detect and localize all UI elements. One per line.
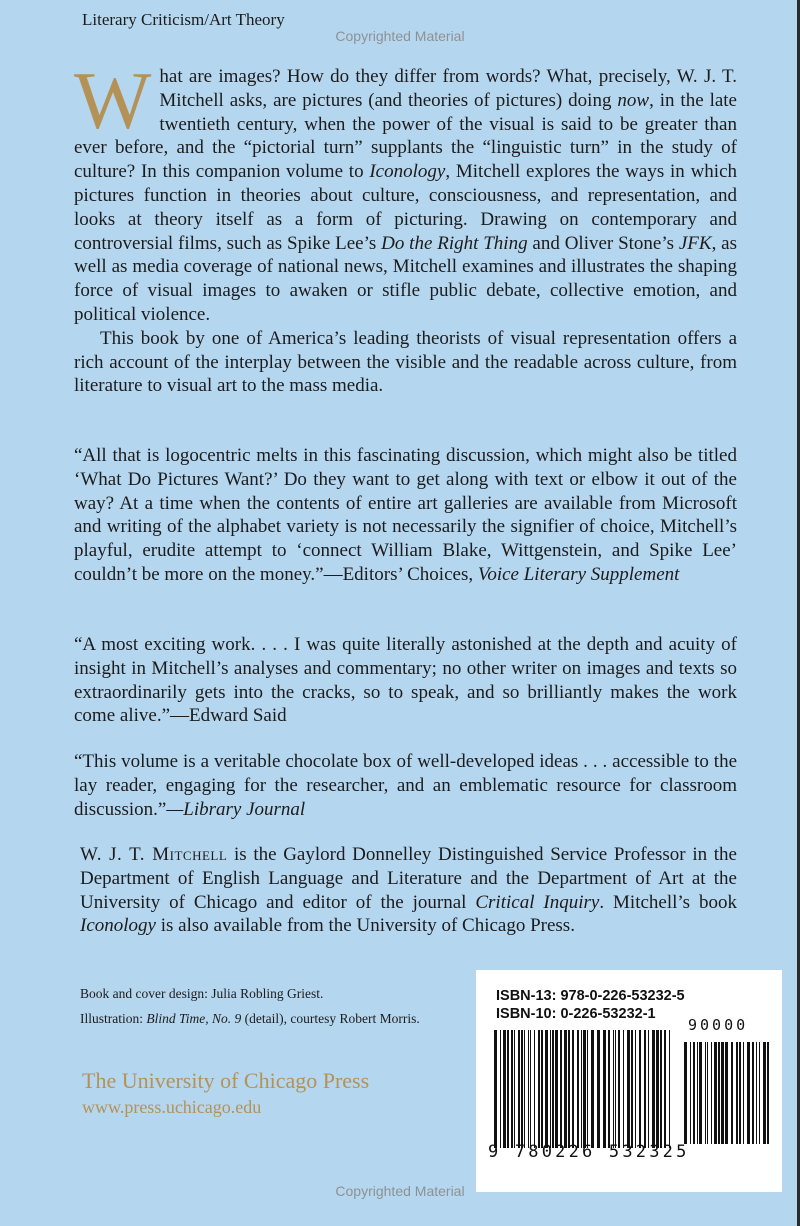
credit-text: (detail), courtesy Robert Morris.	[241, 1011, 420, 1026]
barcode-bar	[756, 1042, 757, 1144]
barcode-bar	[725, 1042, 728, 1144]
barcode-bar	[644, 1030, 646, 1148]
barcode-main	[494, 1030, 674, 1148]
barcode-bar	[752, 1042, 754, 1144]
quote-text: “A most exciting work. . . . I was quite literally astonished at the depth and acuity of insight in Mitchell’s analyses and commentary; no other writer on images and texts so extraordinarily gets into the cracks, so to speak, and so brilliantly makes the work come alive.”	[74, 634, 737, 727]
blurb-italic-film-2: JFK	[678, 232, 712, 254]
barcode-bar	[618, 1030, 620, 1148]
barcode-bar	[597, 1030, 600, 1148]
barcode-bar	[552, 1030, 554, 1148]
barcode-bar	[743, 1042, 744, 1144]
barcode-bar	[591, 1030, 594, 1148]
barcode-bar	[564, 1030, 567, 1148]
barcode-bar	[718, 1042, 720, 1144]
quote-attribution: —Edward Said	[170, 705, 287, 727]
barcode-bar	[736, 1042, 738, 1144]
blurb-italic-film-1: Do the Right Thing	[381, 232, 528, 254]
barcode-bar	[538, 1030, 540, 1148]
barcode-bar	[514, 1030, 515, 1148]
blurb-paragraph-2: This book by one of America’s leading theorists of visual representation offers a rich account of the interplay between the visible and the readable across culture, from literature to visual art to the mass media.	[74, 327, 737, 397]
barcode-bar	[693, 1042, 695, 1144]
illustration-credit	[80, 1011, 420, 1027]
barcode-bar	[587, 1030, 588, 1148]
blurb-text: and Oliver Stone’s	[527, 232, 679, 254]
isbn-13: ISBN-13: 978-0-226-53232-5	[496, 988, 685, 1004]
barcode-bar	[603, 1030, 606, 1148]
barcode-bar	[494, 1030, 497, 1148]
publisher-url: www.press.uchicago.edu	[82, 1097, 262, 1117]
barcode-bar	[608, 1030, 610, 1148]
barcode-bar	[763, 1042, 766, 1144]
review-quote-3	[74, 750, 737, 821]
barcode-bar	[669, 1030, 670, 1148]
review-quote-1	[74, 444, 737, 587]
barcode-bar	[639, 1030, 641, 1148]
barcode-bar	[555, 1030, 558, 1148]
barcode-bar	[524, 1030, 525, 1148]
category-label: Literary Criticism/Art Theory	[82, 10, 285, 29]
barcode-bar	[583, 1030, 586, 1148]
barcode-bar	[550, 1030, 551, 1148]
barcode-bar	[627, 1030, 630, 1148]
barcode-bar	[699, 1042, 702, 1144]
barcode-bar	[623, 1030, 624, 1148]
barcode-bar	[521, 1030, 523, 1148]
barcode-bar	[577, 1030, 579, 1148]
blurb-italic-iconology: Iconology	[369, 161, 446, 183]
barcode-bar	[568, 1030, 570, 1148]
quote-attribution: —Editors’ Choices,	[323, 563, 478, 585]
author-bio	[80, 843, 737, 938]
barcode-bar	[714, 1042, 717, 1144]
bio-text: is also available from the University of Chicago Press.	[155, 915, 575, 937]
barcode-bar	[572, 1030, 574, 1148]
barcode-bar	[697, 1042, 698, 1144]
barcode-bar	[613, 1030, 614, 1148]
quote-text: “This volume is a veritable chocolate box of well-developed ideas . . . accessible to the lay reader, engaging for the researcher, and an emblematic resource for classroom discussion.”	[74, 751, 737, 820]
price-addon-number: 90000	[688, 1016, 749, 1034]
barcode-bar	[518, 1030, 520, 1148]
barcode-bar	[707, 1042, 708, 1144]
blurb-text: , as well as media coverage of national news, Mitchell examines and illustrates the shaping force of visual images to awaken or stifle public debate, collective emotion, and political violence.	[74, 232, 737, 325]
barcode-bar	[690, 1042, 691, 1144]
quote-text: “All that is logocentric melts in this fascinating discussion, which might also be titled ‘What Do Pictures Want?’ Do they want to get along with text or elbow it out of the way? At a time when the contents of entire art galleries are available from Microsoft and writing of the alphabet variety is not necessarily the signifier of choice, Mitchell’s playful, erudite attempt to ‘connect William Blake, Wittgenstein, and Spike Lee’ couldn’t be more on the money.”	[74, 445, 737, 585]
barcode-panel	[476, 970, 782, 1192]
quote-source: Voice Literary Supplement	[477, 563, 680, 585]
barcode-bar	[560, 1030, 562, 1148]
author-name: W. J. T. Mitchell	[80, 844, 228, 865]
design-credit: Book and cover design: Julia Robling Griest.	[80, 986, 324, 1001]
blurb-italic-now: now	[617, 89, 650, 111]
barcode-bar	[541, 1030, 543, 1148]
bio-text: . Mitchell’s book	[599, 891, 737, 913]
publisher-name: The University of Chicago Press	[82, 1068, 370, 1093]
drop-cap: W	[74, 55, 152, 146]
quote-source: —Library Journal	[166, 798, 306, 820]
bio-journal: Critical Inquiry	[475, 891, 600, 913]
review-quote-2	[74, 633, 737, 728]
barcode-bar	[652, 1030, 655, 1148]
barcode-bar	[615, 1030, 616, 1148]
barcode-bar	[631, 1030, 633, 1148]
bio-text: is the Gaylord Donnelley Distinguished Service Professor in the Department of English Language and Literature and the Department of Art at the University of Chicago and editor of the journal	[80, 844, 737, 913]
barcode-bar	[711, 1042, 712, 1144]
barcode-bar	[721, 1042, 724, 1144]
isbn-10: ISBN-10: 0-226-53232-1	[496, 1006, 656, 1022]
description-blurb	[74, 55, 738, 398]
barcode-bar	[648, 1030, 649, 1148]
bio-book: Iconology	[80, 915, 156, 937]
barcode-bar	[747, 1042, 750, 1144]
blurb-paragraph-1	[74, 55, 738, 327]
barcode-bar	[767, 1042, 769, 1144]
blurb-text: , Mitchell explores the ways in which pictures function in theories about culture, consciousness, and representation, and looks at theory itself as a form of picturing. Drawing on contemporary and controversial films, such as Spike Lee’s	[74, 161, 738, 254]
barcode-bar	[739, 1042, 741, 1144]
barcode-bar	[581, 1030, 582, 1148]
barcode-digits: 9 780226 532325	[488, 1142, 690, 1162]
barcode-bar	[500, 1030, 501, 1148]
barcode-bar	[660, 1030, 662, 1148]
barcode-bar	[635, 1030, 636, 1148]
barcode-bar	[705, 1042, 706, 1144]
barcode-bar	[528, 1030, 529, 1148]
barcode-bar	[511, 1030, 513, 1148]
barcode-addon	[684, 1042, 772, 1144]
barcode-bar	[656, 1030, 659, 1148]
blurb-text: hat are images? How do they differ from words? What, precisely, W. J. T. Mitchell asks, are pictures (and theories of pictures) doing	[159, 66, 737, 111]
barcode-bar	[534, 1030, 535, 1148]
blurb-text: , in the late twentieth century, when the power of the visual is said to be greater than ever before, and the “pictorial turn” supplants the “linguistic turn” in the study of culture? In this companion volume to	[74, 89, 737, 183]
barcode-bar	[545, 1030, 548, 1148]
barcode-bar	[503, 1030, 506, 1148]
barcode-bar	[731, 1042, 733, 1144]
illustration-title: Blind Time, No. 9	[146, 1011, 242, 1026]
watermark-bottom: Copyrighted Material	[335, 1183, 465, 1199]
barcode-bar	[664, 1030, 666, 1148]
credit-text: Illustration:	[80, 1011, 147, 1026]
barcode-bar	[684, 1042, 687, 1144]
barcode-bar	[759, 1042, 760, 1144]
barcode-bar	[507, 1030, 509, 1148]
barcode-bar	[530, 1030, 531, 1148]
watermark-top: Copyrighted Material	[335, 28, 465, 44]
